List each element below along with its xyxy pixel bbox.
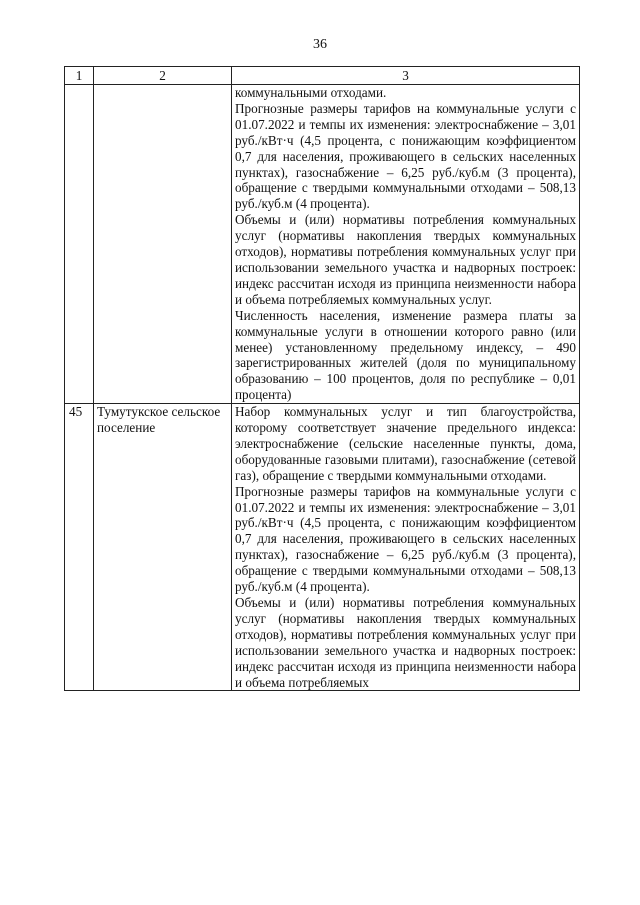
header-col-3: 3 bbox=[232, 67, 580, 85]
page-number: 36 bbox=[313, 37, 327, 52]
table-row bbox=[65, 85, 580, 404]
table-header-row bbox=[65, 67, 580, 85]
row-number bbox=[65, 85, 94, 404]
municipality-name: Тумутукское сельское поселение bbox=[94, 404, 232, 691]
header-col-1: 1 bbox=[65, 67, 94, 85]
table-row bbox=[65, 404, 580, 691]
row-description bbox=[232, 85, 580, 404]
paragraph: Набор коммунальных услуг и тип благоустройства, которому соответствует значение предельного индекса: электроснабжение (сельские населенные пункты, дома, оборудованные газовыми плитами), газоснабжение (сетевой газ), обращение с твердыми коммунальными отходами. bbox=[235, 404, 576, 483]
header-col-2: 2 bbox=[94, 67, 232, 85]
tariff-table bbox=[64, 66, 580, 691]
paragraph: Объемы и (или) нормативы потребления коммунальных услуг (нормативы накопления твердых коммунальных отходов), нормативы потребления коммунальных услуг при использовании земельного участка и надворных построек: индекс рассчитан исходя из принципа неизменности набора и объема потребляемых bbox=[235, 595, 576, 690]
row-number: 45 bbox=[65, 404, 94, 691]
paragraph: Объемы и (или) нормативы потребления коммунальных услуг (нормативы накопления твердых коммунальных отходов), нормативы потребления коммунальных услуг при использовании земельного участка и надворных построек: индекс рассчитан исходя из принципа неизменности набора и объема потребляемых коммунальных услуг. bbox=[235, 212, 576, 307]
paragraph: Численность населения, изменение размера платы за коммунальные услуги в отношении которого равно (или менее) установленному предельному индексу, – 490 зарегистрированных жителей (доля по муниципальному образованию – 100 процентов, доля по республике – 0,01 процента) bbox=[235, 307, 576, 403]
paragraph: Прогнозные размеры тарифов на коммунальные услуги с 01.07.2022 и темпы их изменения: электроснабжение – 3,01 руб./кВт·ч (4,5 процента, с понижающим коэффициентом 0,7 для населения, проживающего в сельских населенных пунктах), газоснабжение – 6,25 руб./куб.м (3 процента), обращение с твердыми коммунальными отходами – 508,13 руб./куб.м (4 процента). bbox=[235, 483, 576, 595]
municipality-name bbox=[94, 85, 232, 404]
paragraph: Прогнозные размеры тарифов на коммунальные услуги с 01.07.2022 и темпы их изменения: электроснабжение – 3,01 руб./кВт·ч (4,5 процента, с понижающим коэффициентом 0,7 для населения, проживающего в сельских населенных пунктах), газоснабжение – 6,25 руб./куб.м (3 процента), обращение с твердыми коммунальными отходами – 508,13 руб./куб.м (4 процента). bbox=[235, 100, 576, 212]
row-description bbox=[232, 404, 580, 691]
paragraph: коммунальными отходами. bbox=[235, 85, 387, 100]
